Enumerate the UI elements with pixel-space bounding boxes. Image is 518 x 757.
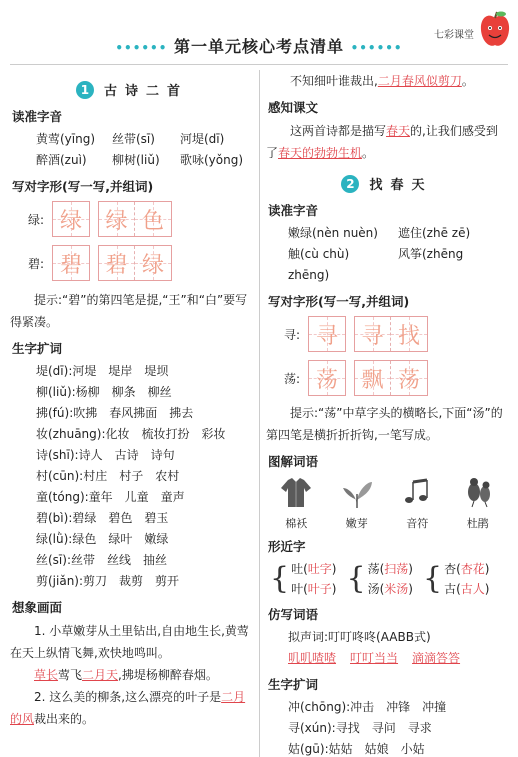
grid-char: 寻 xyxy=(315,323,338,349)
list-item: 堤(dī):河堤 堤岸 堤坝 xyxy=(36,364,169,378)
pinyin-item: 风筝(zhēng zhēng) xyxy=(288,247,464,282)
grid-char: 荡 xyxy=(315,367,338,393)
grid-char: 碧 xyxy=(105,252,128,278)
list-item: 村(cūn):村庄 村子 农村 xyxy=(36,469,180,483)
tip-text: 提示:“碧”的第四笔是提,“王”和“白”要写得紧凑。 xyxy=(10,293,248,329)
similar-chars xyxy=(270,559,508,599)
writing-label: 荡: xyxy=(284,371,301,386)
plain-text: ) xyxy=(408,582,413,596)
writing-grid xyxy=(98,245,172,281)
pinyin-item: 柳树(liǔ) xyxy=(112,153,160,167)
plain-text: 叶( xyxy=(291,582,308,596)
writing-row xyxy=(284,358,508,398)
decor-dots-right: •••••• xyxy=(350,41,403,55)
lesson-name: 古诗二首 xyxy=(103,84,188,99)
pinyin-item: 嫩绿(nèn nuèn) xyxy=(288,226,378,240)
lesson-number-badge: 1 xyxy=(76,81,94,99)
apple-mascot-icon xyxy=(478,10,512,50)
plain-text: ) xyxy=(484,562,490,576)
picture-word-label: 杜鹃 xyxy=(466,517,489,530)
picture-word-item xyxy=(391,474,443,531)
brace-symbol: { xyxy=(422,561,443,596)
answer-text: 二月天 xyxy=(82,668,119,682)
answer-text: 叽叽喳喳 xyxy=(288,651,337,665)
writing-grid xyxy=(354,316,428,352)
list-item: 碧(bì):碧绿 碧色 碧玉 xyxy=(36,511,169,525)
plain-text: 莺飞 xyxy=(58,668,83,682)
header-divider xyxy=(10,64,508,65)
plain-text: 这两首诗都是描写 xyxy=(290,124,387,138)
plain-text: ) xyxy=(331,582,337,596)
writing-label: 寻: xyxy=(284,327,301,342)
plain-text: 2. 这么美的柳条,这么漂亮的叶子是 xyxy=(34,690,222,704)
pinyin-item: 黄莺(yīng) xyxy=(36,132,96,146)
pinyin-item: 醉酒(zuì) xyxy=(36,153,87,167)
answer-text: 二月春风似剪刀 xyxy=(377,74,462,88)
writing-row xyxy=(284,314,508,354)
answer-text: 古人 xyxy=(460,582,485,596)
pinyin-item: 触(cù chù) xyxy=(288,247,350,261)
section-title-feel: 感知课文 xyxy=(268,100,319,115)
grid-char: 找 xyxy=(397,323,420,349)
picture-words xyxy=(266,474,508,531)
lesson-name: 找春天 xyxy=(369,178,433,193)
plain-text: 。 xyxy=(362,146,375,160)
grid-char: 色 xyxy=(141,208,164,234)
grid-char: 绿 xyxy=(105,208,128,234)
picture-word-item xyxy=(452,474,504,531)
list-item: 妆(zhuāng):化妆 梳妆打扮 彩妆 xyxy=(36,427,226,441)
section-title-imitate: 仿写词语 xyxy=(268,607,319,622)
writing-grid xyxy=(308,360,346,396)
decor-dots-left: •••••• xyxy=(115,41,168,55)
right-column xyxy=(266,70,508,757)
writing-grid xyxy=(308,316,346,352)
writing-grid xyxy=(98,201,172,237)
writing-row xyxy=(28,199,254,239)
picture-word-label: 嫩芽 xyxy=(345,517,368,530)
answer-text: 滴滴答答 xyxy=(412,651,461,665)
writing-label: 绿: xyxy=(28,212,45,227)
list-item: 柳(liǔ):杨柳 柳条 柳丝 xyxy=(36,385,172,399)
cotton-jacket-icon xyxy=(278,474,314,510)
answer-text: 杏花 xyxy=(460,562,485,576)
imagine-paragraph: 1. 小草嫩芽从土里钻出,自由地生长,黄莺在天上纵情飞舞,欢快地鸣叫。 xyxy=(10,624,249,660)
section-title-imagine: 想象画面 xyxy=(12,600,63,615)
plain-text: 荡( xyxy=(367,562,385,576)
similar-pair xyxy=(291,559,336,599)
pinyin-row xyxy=(266,223,508,244)
plain-text: 汤( xyxy=(367,582,385,596)
plain-text: 古( xyxy=(444,582,461,596)
pinyin-item: 河堤(dī) xyxy=(180,132,225,146)
picture-word-label: 音符 xyxy=(406,517,429,530)
column-divider xyxy=(259,70,260,757)
grid-char: 绿 xyxy=(141,252,164,278)
plain-text: 的,让我们感受到了 xyxy=(266,124,498,160)
pinyin-row xyxy=(10,129,254,150)
writing-grid xyxy=(52,201,90,237)
title-text: 第一单元核心考点清单 xyxy=(173,37,344,56)
grid-char: 碧 xyxy=(59,252,82,278)
pinyin-item: 歌咏(yǒng) xyxy=(180,153,244,167)
list-item: 丝(sī):丝带 丝线 抽丝 xyxy=(36,553,167,567)
plain-text: ,拂堤杨柳醉春烟。 xyxy=(118,668,218,682)
writing-row xyxy=(28,243,254,283)
lesson-1-heading xyxy=(10,80,254,99)
lesson-number-badge: 2 xyxy=(341,175,359,193)
plain-text: 裁出来的。 xyxy=(34,712,95,726)
grid-char: 荡 xyxy=(397,367,420,393)
picture-word-item xyxy=(331,474,383,531)
answer-text: 草长 xyxy=(34,668,59,682)
picture-word-label: 棉袄 xyxy=(285,517,308,530)
answer-text: 二月的风 xyxy=(10,690,246,726)
pinyin-item: 丝带(sī) xyxy=(112,132,155,146)
imitate-prompt: 拟声词:叮叮咚咚(AABB式) xyxy=(288,630,431,644)
imagine-paragraph-2 xyxy=(10,686,254,730)
pinyin-item: 遮住(zhē zē) xyxy=(398,226,471,240)
section-title-expand: 生字扩词 xyxy=(12,341,63,356)
list-item: 诗(shī):诗人 古诗 诗句 xyxy=(36,448,175,462)
section-title-read: 读准字音 xyxy=(12,109,63,124)
plain-text: 不知细叶谁裁出, xyxy=(290,74,378,88)
plain-text: ) xyxy=(484,582,490,596)
brace-symbol: { xyxy=(346,561,366,596)
page-header xyxy=(0,0,518,64)
tip-text: 提示:“荡”中草字头的横略长,下面“汤”的第四笔是横折折折钩,一笔写成。 xyxy=(266,406,503,442)
expand-list xyxy=(10,361,254,592)
grid-char: 飘 xyxy=(361,367,384,393)
similar-pair xyxy=(444,559,489,599)
imitate-answers xyxy=(266,648,508,669)
writing-label: 碧: xyxy=(28,256,45,271)
grid-char: 绿 xyxy=(59,208,82,234)
plain-text: ) xyxy=(331,562,337,576)
brand-text: 七彩课堂 xyxy=(434,30,474,41)
list-item: 冲(chōng):冲击 冲锋 冲撞 xyxy=(288,700,447,714)
answer-text: 春天 xyxy=(386,124,411,138)
cuckoo-bird-icon xyxy=(460,474,496,510)
imagine-answer xyxy=(10,664,254,686)
plain-text: ) xyxy=(408,562,413,576)
pinyin-row xyxy=(266,244,508,286)
answer-text: 吐字 xyxy=(307,562,332,576)
picture-word-item xyxy=(270,474,322,531)
expand-list xyxy=(266,697,508,757)
section-title-write: 写对字形(写一写,并组词) xyxy=(268,294,410,309)
plain-text: 杏( xyxy=(444,562,461,576)
pinyin-row xyxy=(10,150,254,171)
list-item: 姑(gū):姑姑 姑娘 小姑 xyxy=(288,742,425,756)
plain-text: 。 xyxy=(461,74,474,88)
answer-text: 叶子 xyxy=(307,582,332,596)
list-item: 绿(lǜ):绿色 绿叶 嫩绿 xyxy=(36,532,169,546)
list-item: 童(tóng):童年 儿童 童声 xyxy=(36,490,185,504)
answer-text: 叮叮当当 xyxy=(350,651,399,665)
section-title-similar: 形近字 xyxy=(268,539,306,554)
grid-char: 寻 xyxy=(361,323,384,349)
poem-continuation xyxy=(266,70,508,92)
brace-symbol: { xyxy=(270,561,290,596)
plain-text: 吐( xyxy=(291,562,308,576)
answer-text: 春天的勃勃生机 xyxy=(278,146,363,160)
sprout-icon xyxy=(339,474,375,510)
section-title-pics: 图解词语 xyxy=(268,454,319,469)
music-note-icon xyxy=(399,474,435,510)
lesson-2-heading xyxy=(266,174,508,193)
answer-text: 米汤 xyxy=(384,582,409,596)
feel-paragraph xyxy=(266,120,508,164)
list-item: 剪(jiǎn):剪刀 裁剪 剪开 xyxy=(36,574,180,588)
section-title-expand: 生字扩词 xyxy=(268,677,319,692)
similar-pair xyxy=(368,559,413,599)
section-title-write: 写对字形(写一写,并组词) xyxy=(12,179,154,194)
list-item: 拂(fú):吹拂 春风拂面 拂去 xyxy=(36,406,194,420)
left-column xyxy=(10,70,254,730)
writing-grid xyxy=(354,360,428,396)
list-item: 寻(xún):寻找 寻问 寻求 xyxy=(288,721,432,735)
writing-grid xyxy=(52,245,90,281)
section-title-read: 读准字音 xyxy=(268,203,319,218)
answer-text: 扫荡 xyxy=(384,562,409,576)
